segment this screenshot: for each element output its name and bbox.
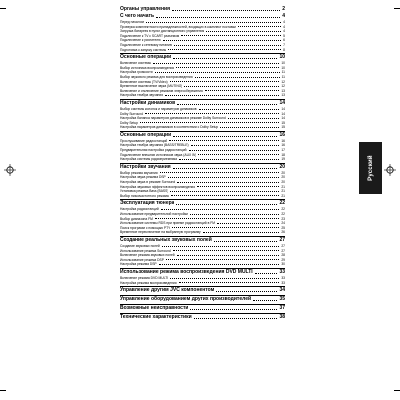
toc-section-heading — [120, 236, 285, 244]
toc-page-number: 27 — [281, 248, 285, 253]
toc-page-number: 12 — [281, 79, 285, 84]
toc-entry-title: Прослушивание радиостанций — [120, 138, 168, 143]
toc-page-number: 14 — [281, 111, 285, 116]
dot-leader — [170, 81, 280, 82]
crop-mark — [0, 8, 6, 9]
toc-entry-title: Dolby Surround — [120, 111, 143, 116]
toc-entry-title: Основные операции — [120, 54, 172, 61]
crop-mark — [394, 390, 400, 391]
toc-entry-title: Установка режима Bass (BASS) — [120, 189, 169, 194]
toc-entry-title: Включение и отключение режимов энергосбережения — [120, 88, 203, 93]
toc-section-heading — [120, 163, 285, 171]
dot-leader — [176, 204, 277, 205]
toc-section-heading — [120, 304, 285, 312]
toc-entry-title: Технические характеристики — [120, 314, 192, 321]
dot-leader — [205, 90, 280, 91]
toc-entry-title: Органы управления — [120, 6, 171, 12]
registration-mark-left — [4, 164, 16, 176]
dot-leader — [190, 214, 279, 215]
dot-leader — [145, 113, 279, 114]
toc-page-number: 25 — [281, 225, 285, 230]
toc-entry-title: Основные операции — [120, 131, 172, 138]
toc-entry-title: Предварительная настройка радиостанций — [120, 148, 187, 153]
toc-section-heading — [120, 53, 285, 61]
toc-page-number: 11 — [281, 70, 285, 75]
dot-leader — [168, 177, 280, 178]
toc-page-number: 12 — [281, 84, 285, 89]
toc-page-number: 33 — [281, 275, 285, 280]
toc-entry-title: Возможные неисправности — [120, 305, 189, 312]
toc-page-number: 33 — [281, 280, 285, 285]
toc-section-heading — [120, 6, 285, 13]
dot-leader — [173, 136, 277, 137]
toc-entry-title: Выбор режима звучания — [120, 170, 158, 175]
toc-entry — [120, 194, 285, 199]
toc-section-heading — [120, 131, 285, 139]
toc-entry-title: Подключение внешних источников звука (AUX IN) — [120, 152, 197, 157]
toc-entry-title: Подключение к TV с SCART разъемом — [120, 33, 180, 38]
toc-entry-title: Настройка звука в режиме Surround — [120, 180, 176, 185]
toc-entry-title: Эксплуатация тюнера — [120, 200, 175, 207]
toc-page-number: 14 — [281, 106, 285, 111]
toc-entry-title: Настройка радиостанций — [120, 207, 159, 212]
dot-leader — [198, 154, 279, 155]
toc-page-number: 20 — [281, 180, 285, 185]
dot-leader — [253, 300, 277, 301]
dot-leader — [217, 223, 279, 224]
toc-entry-title: Создание реальных звуковых полей — [120, 236, 212, 243]
registration-mark-right — [384, 164, 396, 176]
toc-entry-title: Dolby Setup — [120, 120, 138, 125]
toc-entry-title: Временное выключение звука (MUTING) — [120, 84, 183, 89]
toc-entry-title: Настройка баланса параметров динамиков в режиме Dolby Surround — [120, 116, 226, 121]
dot-leader — [195, 77, 280, 78]
toc-entry-title: Выбор источника воспроизведения — [120, 65, 175, 70]
dot-leader — [220, 127, 279, 128]
toc-entry-title: Загрузка батареек в пульт дистанционного управления — [120, 29, 205, 34]
dot-leader — [169, 140, 279, 141]
toc-page-number: 20 — [281, 175, 285, 180]
dot-leader — [156, 17, 280, 18]
toc-page-number: 24 — [281, 221, 285, 226]
toc-page-number: 22 — [281, 212, 285, 216]
dot-leader — [161, 209, 280, 210]
toc-page-number: 15 — [281, 120, 285, 125]
toc-page-number: 17 — [281, 148, 285, 153]
toc-section-heading — [120, 313, 285, 321]
toc-entry-title: Подключение к сетевому питанию — [120, 42, 173, 47]
toc-page-number: 29 — [281, 257, 285, 262]
toc-page-number: 35 — [279, 296, 285, 303]
toc-page-number: 19 — [281, 157, 285, 162]
toc-section-heading — [120, 286, 285, 294]
toc-entry-title: Выбор звукового режима для воспроизведения — [120, 74, 193, 79]
toc-entry-title: Настройка параметров динамиков в соответствии с Dolby Setup — [120, 125, 219, 130]
toc-section-heading — [120, 295, 285, 303]
toc-entry-title: Поиск программ с помощью PTY — [120, 225, 171, 230]
toc-page-number: 5 — [283, 33, 285, 38]
toc-entry — [120, 125, 285, 130]
toc-entry-title: Настройка тембра звучания (BASS/TREBLE) — [120, 143, 189, 148]
dot-leader — [171, 195, 280, 196]
toc-entry-title: Настройка режима воспроизведения — [120, 280, 177, 285]
dot-leader — [172, 227, 279, 228]
dot-leader — [173, 168, 278, 169]
toc-page-number: 4 — [283, 29, 285, 34]
toc-entry-title: Создание звуковых полей — [120, 243, 160, 248]
toc-entry-title: Использование системы RDS при приеме радиостанций в FM — [120, 221, 215, 226]
toc-page-number: 22 — [279, 200, 285, 207]
dot-leader — [173, 250, 280, 251]
toc-page-number: 16 — [281, 143, 285, 148]
toc-entry-title: Выбор системы колонок и параметров динамиков — [120, 106, 197, 111]
toc-page-number: 33 — [279, 268, 285, 275]
dot-leader — [155, 218, 279, 219]
toc-entry — [120, 157, 285, 162]
toc-entry-title: Проверка комплектности принадлежностей, входящих в комплект поставки — [120, 24, 236, 29]
toc-page-number: 23 — [281, 216, 285, 221]
dot-leader — [170, 191, 279, 192]
language-tab-label: Русский — [367, 155, 374, 181]
toc-entry-title: Управление другим JVC компонентом — [120, 287, 215, 294]
toc-section-heading — [120, 268, 285, 276]
toc-page-number: 4 — [283, 24, 285, 29]
dot-leader — [189, 150, 280, 151]
dot-leader — [159, 264, 280, 265]
dot-leader — [173, 58, 277, 59]
toc-page-number: 21 — [281, 189, 285, 194]
toc-page-number: 30 — [281, 262, 285, 267]
toc-section-heading — [120, 99, 285, 107]
dot-leader — [199, 109, 280, 110]
toc-page-number: 14 — [279, 99, 285, 106]
dot-leader — [170, 278, 279, 279]
toc-page-number: 38 — [279, 314, 285, 321]
toc-entry-title: Настройка громкости — [120, 70, 153, 75]
toc-page-number: 13 — [281, 88, 285, 93]
toc-entry-title: Использование предварительной настройки — [120, 212, 188, 216]
dot-leader — [163, 40, 282, 41]
toc-page-number: 20 — [279, 163, 285, 170]
dot-leader — [190, 309, 277, 310]
toc-entry-title: Управление оборудованием других производителей — [120, 296, 252, 303]
crop-mark — [0, 390, 6, 391]
dot-leader — [177, 182, 279, 183]
toc-entry-title: Настройка звуковых эффектов воспроизведения — [120, 184, 196, 189]
dot-leader — [179, 159, 279, 160]
toc-page-number: 16 — [281, 138, 285, 143]
toc-page-number: 37 — [279, 305, 285, 312]
toc-section-heading — [120, 13, 285, 20]
dot-leader — [214, 241, 278, 242]
toc-page-number: 8 — [283, 47, 285, 52]
toc-entry-title: Временное переключение на выбранную программу — [120, 230, 201, 235]
toc-page-number: 22 — [281, 207, 285, 212]
dot-leader — [174, 45, 281, 46]
dot-leader — [177, 255, 280, 256]
dot-leader — [181, 35, 281, 36]
crop-mark — [394, 8, 400, 9]
table-of-contents — [120, 6, 285, 321]
toc-entry — [120, 281, 285, 286]
toc-page-number: 2 — [282, 6, 285, 12]
toc-page-number: 21 — [281, 184, 285, 189]
toc-entry-title: Выбор низкочастотного режима — [120, 193, 169, 198]
toc-page-number: 11 — [281, 74, 285, 79]
toc-page-number: 10 — [279, 54, 285, 61]
toc-page-number: 4 — [282, 13, 285, 19]
dot-leader — [172, 10, 280, 11]
dot-leader — [179, 282, 280, 283]
dot-leader — [165, 95, 279, 96]
dot-leader — [177, 104, 277, 105]
toc-entry-title: Настройка звука режима DSP — [120, 175, 166, 180]
language-tab — [359, 142, 382, 194]
toc-entry — [120, 262, 285, 267]
dot-leader — [228, 118, 280, 119]
toc-page-number: 14 — [281, 116, 285, 121]
toc-entry-title: Перед началом — [120, 20, 144, 24]
dot-leader — [184, 86, 279, 87]
toc-entry-title: Настройки динамиков — [120, 99, 176, 106]
toc-page-number: 21 — [281, 193, 285, 198]
toc-page-number: 27 — [281, 243, 285, 248]
toc-entry-title: Использование режима Surround — [120, 248, 171, 253]
toc-entry-title: Включение системы (TV/Video) — [120, 79, 168, 84]
toc-entry-title: Использование режима DSP — [120, 257, 164, 262]
dot-leader — [206, 31, 281, 32]
toc-entry-title: Включение системы — [120, 61, 152, 66]
toc-entry — [120, 48, 285, 53]
dot-leader — [238, 26, 281, 27]
toc-page-number: 10 — [281, 61, 285, 66]
dot-leader — [162, 246, 280, 247]
dot-leader — [140, 122, 279, 123]
dot-leader — [194, 318, 278, 319]
toc-page-number: 7 — [283, 42, 285, 47]
toc-entry — [120, 230, 285, 235]
dot-leader — [203, 232, 280, 233]
toc-entry-title: Подключение к усилителю — [120, 38, 161, 43]
toc-entry-title: Подготовка к запуску системы — [120, 47, 167, 52]
toc-entry-title: Включение режима звуковых полей — [120, 253, 175, 258]
toc-page-number: 28 — [281, 253, 285, 258]
toc-page-number: 27 — [279, 236, 285, 243]
dot-leader — [176, 67, 279, 68]
dot-leader — [153, 63, 279, 64]
toc-entry-title: Настройка системы радиоприемника — [120, 157, 177, 162]
toc-page-number: 10 — [281, 65, 285, 70]
toc-entry-title: Настройки звучания — [120, 163, 171, 170]
toc-entry-title: С чего начать — [120, 13, 155, 19]
dot-leader — [168, 49, 281, 50]
dot-leader — [216, 291, 277, 292]
toc-page-number: 18 — [281, 152, 285, 157]
dot-leader — [146, 22, 281, 23]
toc-page-number: 34 — [279, 287, 285, 294]
toc-entry-title: Включение режима DVD MULTI — [120, 275, 169, 280]
toc-page-number: 4 — [283, 20, 285, 24]
toc-entry — [120, 93, 285, 98]
toc-page-number: 16 — [279, 131, 285, 138]
toc-entry-title: Выбор диапазона FM — [120, 216, 153, 221]
dot-leader — [166, 259, 279, 260]
toc-page-number: 6 — [283, 38, 285, 43]
toc-page-number: 20 — [281, 170, 285, 175]
toc-page-number: 13 — [281, 93, 285, 98]
dot-leader — [160, 172, 280, 173]
toc-entry-title: Использование режима воспроизведения DVD MULTI — [120, 268, 253, 275]
toc-page-number: 26 — [281, 230, 285, 235]
toc-page-number: 15 — [281, 125, 285, 130]
toc-section-heading — [120, 199, 285, 207]
dot-leader — [155, 72, 280, 73]
toc-entry-title: Настройка режима DSP — [120, 262, 157, 267]
toc-entry-title: Настройка тембра звучания — [120, 93, 163, 98]
dot-leader — [191, 145, 280, 146]
dot-leader — [255, 273, 278, 274]
dot-leader — [197, 186, 279, 187]
